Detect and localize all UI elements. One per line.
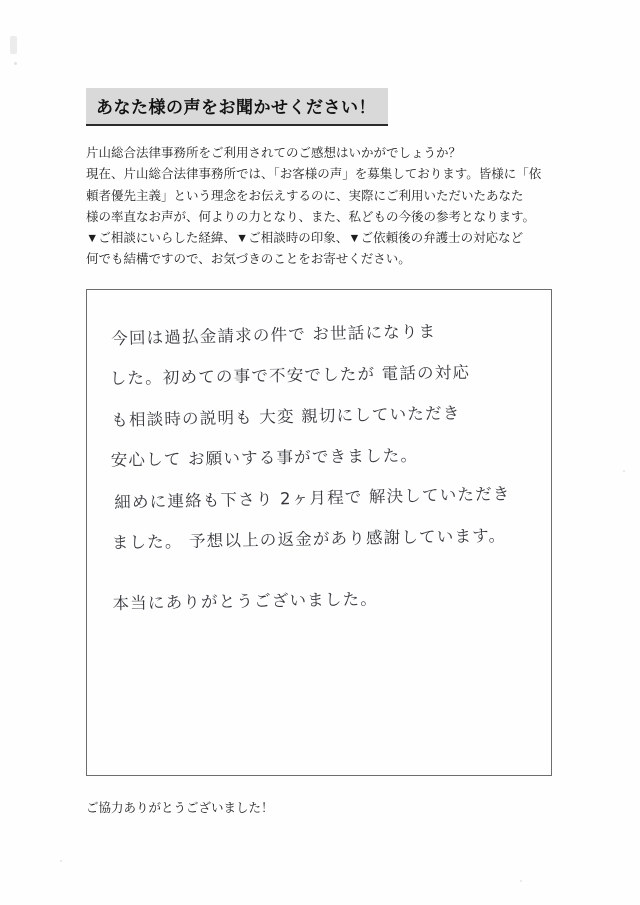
intro-line: 片山総合法律事務所をご利用されてのご感想はいかがでしょうか？ (86, 146, 462, 160)
handwritten-answer-box (86, 289, 552, 776)
handwritten-answer-text (109, 310, 541, 622)
page-title (86, 88, 388, 126)
handwritten-line: 本当にありがとうございました。 (112, 588, 379, 613)
intro-paragraph (86, 143, 554, 270)
handwritten-line: した。初めての事で不安でしたが 電話の対応 (109, 362, 471, 388)
closing-message: ご協力ありがとうございました！ (86, 800, 274, 815)
intro-line: 何でも結構ですので、お気づきのことをお寄せください。 (86, 252, 411, 267)
page-title-text: あなた様の声をお聞かせください！ (96, 98, 376, 117)
intro-line: ▼ご相談にいらした経緯、▼ご相談時の印象、▼ご依頼後の弁護士の対応など (86, 231, 524, 245)
intro-line: 現在、片山総合法律事務所では、「お客様の声」を募集しております。皆様に「依 (86, 167, 542, 182)
handwritten-line: 今回は過払金請求の件で お世話になりま (111, 321, 437, 348)
handwritten-line: ました。 予想以上の返金があり感謝しています。 (111, 525, 507, 552)
handwritten-line: も相談時の説明も 大変 親切にしていただき (111, 403, 461, 430)
handwritten-line: 細めに連絡も下さり 2ヶ月程で 解決していただき (114, 483, 511, 512)
questionnaire-content (86, 88, 554, 816)
handwritten-line: 安心して お願いする事ができました。 (110, 445, 419, 470)
intro-line: 頼者優先主義」という理念をお伝えするのに、実際にご利用いただいたあなた (86, 188, 524, 203)
intro-line: 様の率直なお声が、何よりの力となり、また、私どもの今後の参考となります。 (86, 209, 536, 224)
